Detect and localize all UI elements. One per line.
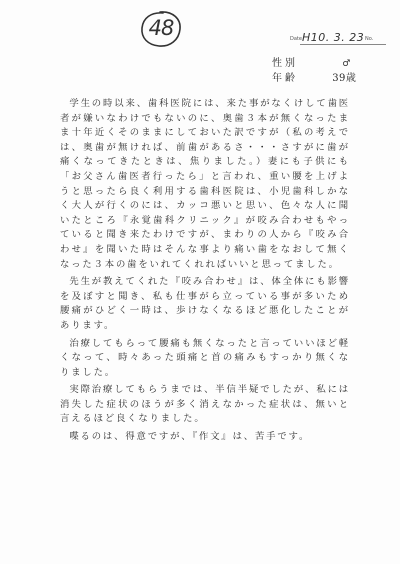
paragraph-4: 実際治療してもらうまでは、半信半疑でしたが、私には消失した症状のほうが多く消えなかった症状は、無いと言えるほど良くなりました。 bbox=[60, 384, 350, 425]
gender-row bbox=[272, 54, 351, 69]
date-underline bbox=[300, 44, 386, 45]
paragraph-3: 治療してもらって腰痛も無くなったと言っていいほど軽くなって、時々あった頭痛と首の痛みもすっかり無くなりました。 bbox=[60, 337, 350, 378]
date-value: H10. 3. 23 bbox=[302, 31, 365, 44]
paragraph-5: 喋るのは、得意ですが、『作文』は、苦手です。 bbox=[69, 431, 311, 443]
age-value: 39歳 bbox=[332, 73, 357, 84]
date-field bbox=[290, 31, 386, 45]
paragraph-2: 先生が教えてくれた『咬み合わせ』は、体全体にも影響を及ぼすと聞き、私も仕事がら立っている事が多いため腰痛がひどく一時は、歩けなくなるほど悪化したことがあります。 bbox=[60, 276, 350, 331]
age-row bbox=[272, 69, 356, 84]
gender-value: ♂ bbox=[342, 59, 351, 69]
paragraph-1: 学生の時以来、歯科医院には、来た事がなくけして歯医者が嫌いなわけでもないのに、奥歯３本が無くなったまま十年近くそのままにしておいた訳ですが（私の考えでは、奥歯が無ければ、前歯があるさ・・・さすがに歯が痛くなってきたときは、焦りました。）妻にも子供にも「お父さん歯医者行ったら」と言われ、重い腰を上げようと思ったら良く利用する歯科医院は、小児歯科しかなく大人が行くのには、カッコ悪いと思い、色々な人に聞いたところ『永覚歯科クリニック』が咬み合わせもやっていると聞き来たわけですが、まわりの人から『咬み合わせ』を聞いた時はそんな事より痛い歯をなおして無くなった３本の歯をいれてくれればいいと思ってました。 bbox=[60, 98, 350, 270]
page-number: 48 bbox=[148, 16, 174, 40]
number-label: No. bbox=[365, 36, 374, 42]
date-label: Date bbox=[290, 36, 302, 42]
testimonial-body bbox=[60, 97, 350, 445]
gender-label: 性別 bbox=[272, 58, 298, 69]
age-label: 年齢 bbox=[272, 73, 298, 84]
